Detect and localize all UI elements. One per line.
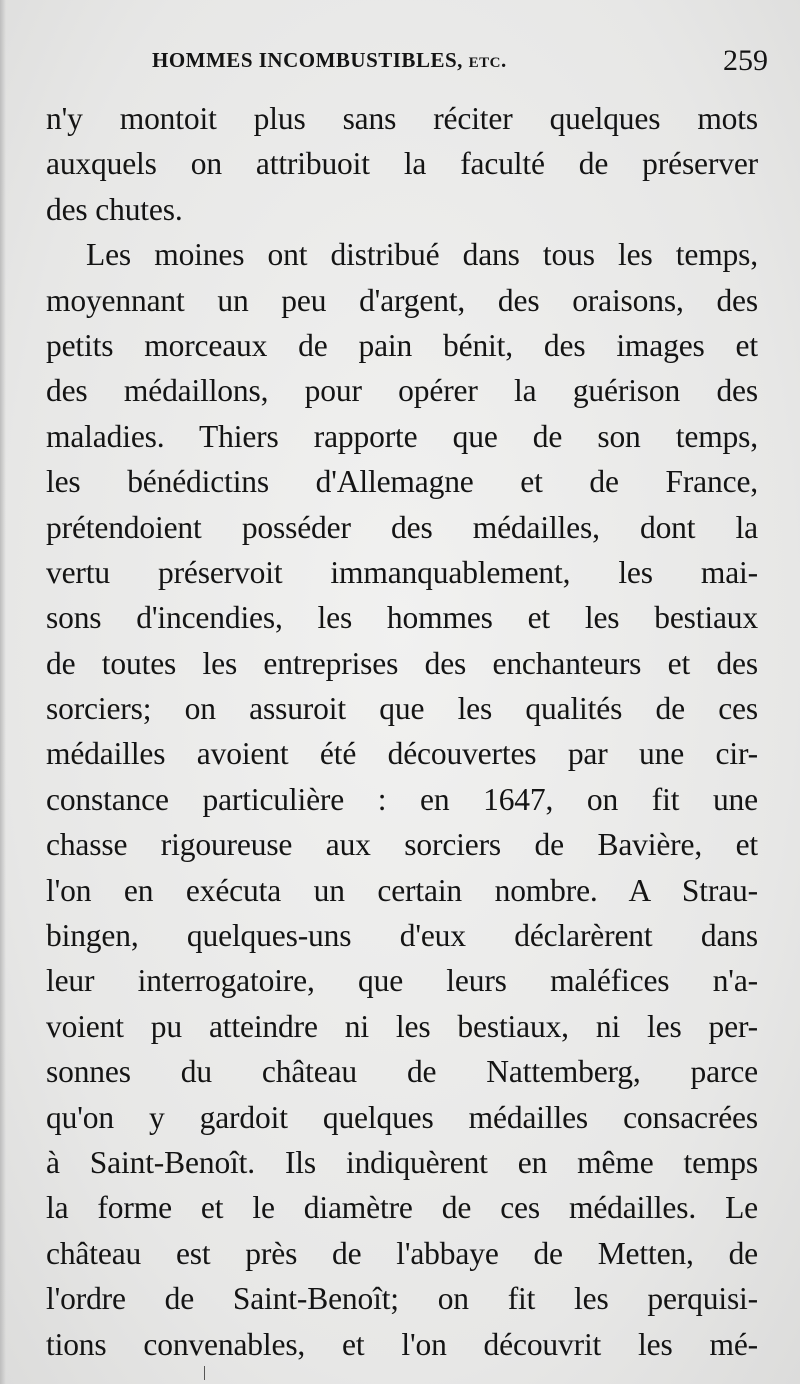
text-line: sonnes du château de Nattemberg, parce	[46, 1054, 758, 1090]
text-line: constance particulière : en 1647, on fit une	[46, 781, 758, 817]
text-line: moyennant un peu d'argent, des oraisons, des	[46, 282, 758, 318]
text-line: à Saint-Benoît. Ils indiquèrent en même temps	[46, 1144, 758, 1180]
text-line: qu'on y gardoit quelques médailles consacrées	[46, 1099, 758, 1135]
text-line: maladies. Thiers rapporte que de son temps,	[46, 418, 758, 454]
text-line: l'ordre de Saint-Benoît; on fit les perquisi-	[46, 1281, 758, 1317]
text-line: vertu préservoit immanquablement, les mai-	[46, 554, 758, 590]
text-line: sorciers; on assuroit que les qualités de ces	[46, 691, 758, 727]
text-line: l'on en exécuta un certain nombre. A Strau-	[46, 872, 758, 908]
text-line: médailles avoient été découvertes par une cir-	[46, 736, 758, 772]
text-line: château est près de l'abbaye de Metten, de	[46, 1235, 758, 1271]
page-edge-shadow	[0, 0, 6, 1384]
text-line: voient pu atteindre ni les bestiaux, ni les per-	[46, 1008, 758, 1044]
print-mark	[204, 1366, 205, 1380]
text-line: tions convenables, et l'on découvrit les mé-	[46, 1326, 758, 1362]
text-line: auxquels on attribuoit la faculté de préserver	[46, 146, 758, 182]
text-line: des médaillons, pour opérer la guérison des	[46, 373, 758, 409]
text-line: prétendoient posséder des médailles, dont la	[46, 509, 758, 545]
text-line: petits morceaux de pain bénit, des images et	[46, 327, 758, 363]
text-line: sons d'incendies, les hommes et les bestiaux	[46, 600, 758, 636]
running-head: HOMMES INCOMBUSTIBLES, etc.	[152, 48, 507, 72]
paragraph-first-line: Les moines ont distribué dans tous les temps,	[86, 237, 758, 273]
text-line: n'y montoit plus sans réciter quelques mots	[46, 101, 758, 136]
text-line: leur interrogatoire, que leurs maléfices n'a-	[46, 963, 758, 999]
text-line: des chutes.	[46, 191, 183, 227]
text-line: les bénédictins d'Allemagne et de France,	[46, 464, 758, 500]
text-line: chasse rigoureuse aux sorciers de Bavière, et	[46, 827, 758, 863]
page-number: 259	[723, 44, 768, 77]
text-line: de toutes les entreprises des enchanteurs et des	[46, 645, 758, 681]
text-line: bingen, quelques-uns d'eux déclarèrent dans	[46, 918, 758, 954]
body-text	[46, 96, 758, 1367]
page-header	[0, 44, 800, 84]
text-line: la forme et le diamètre de ces médailles. Le	[46, 1190, 758, 1226]
